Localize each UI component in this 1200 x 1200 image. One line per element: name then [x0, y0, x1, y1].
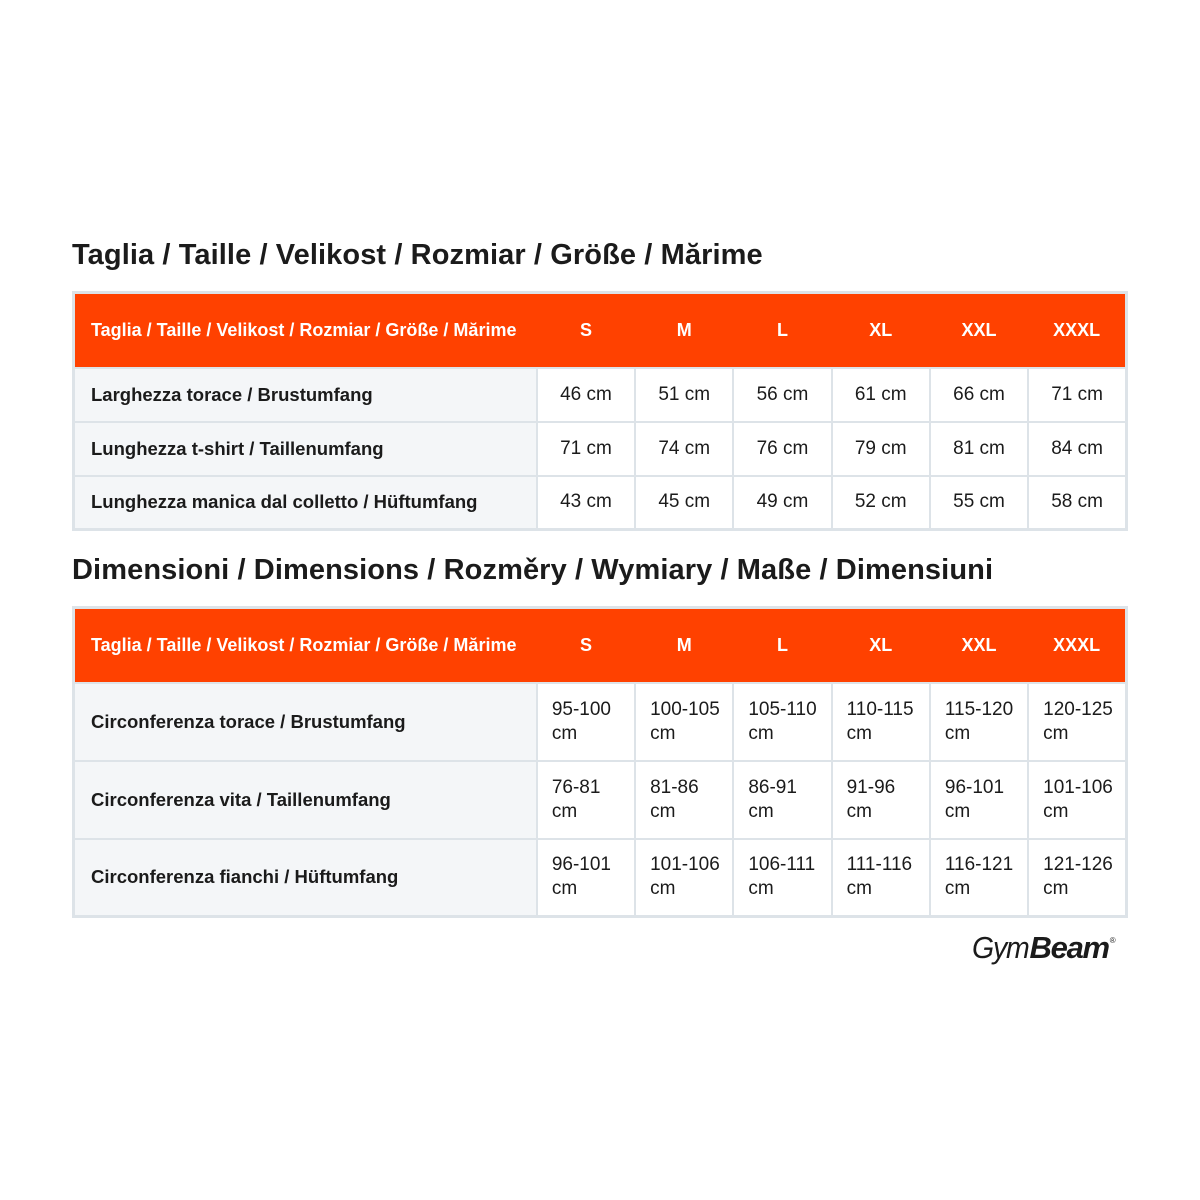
table-cell: 91-96 cm [832, 761, 930, 839]
header-size-s: S [537, 293, 635, 368]
header-size-xxxl: XXXL [1028, 608, 1126, 683]
table-cell: 116-121 cm [930, 839, 1028, 917]
size-table [72, 291, 1128, 531]
row-label: Larghezza torace / Brustumfang [74, 368, 537, 422]
table-cell: 106-111 cm [733, 839, 831, 917]
header-label: Taglia / Taille / Velikost / Rozmiar / Größe / Mărime [74, 293, 537, 368]
brand-part-gym: Gym [972, 930, 1029, 965]
table-cell: 121-126 cm [1028, 839, 1126, 917]
table-row [74, 368, 1127, 422]
table-cell: 56 cm [733, 368, 831, 422]
table-cell: 111-116 cm [832, 839, 930, 917]
header-size-s: S [537, 608, 635, 683]
row-label: Circonferenza fianchi / Hüftumfang [74, 839, 537, 917]
dimensions-table [72, 606, 1128, 918]
table-cell: 55 cm [930, 476, 1028, 530]
table-header-row [74, 293, 1127, 368]
registered-mark: ® [1109, 936, 1116, 945]
row-label: Circonferenza torace / Brustumfang [74, 683, 537, 761]
table-cell: 66 cm [930, 368, 1028, 422]
table-cell: 76-81 cm [537, 761, 635, 839]
header-size-xxxl: XXXL [1028, 293, 1126, 368]
table-cell: 81-86 cm [635, 761, 733, 839]
table-cell: 52 cm [832, 476, 930, 530]
header-size-xl: XL [832, 608, 930, 683]
header-size-m: M [635, 293, 733, 368]
table-header-row [74, 608, 1127, 683]
table-cell: 79 cm [832, 422, 930, 476]
dimensions-section-title: Dimensioni / Dimensions / Rozměry / Wymiary / Maße / Dimensiuni [72, 554, 994, 586]
table-cell: 71 cm [537, 422, 635, 476]
table-cell: 71 cm [1028, 368, 1126, 422]
table-row [74, 761, 1127, 839]
row-label: Circonferenza vita / Taillenumfang [74, 761, 537, 839]
table-cell: 105-110 cm [733, 683, 831, 761]
row-label: Lunghezza manica dal colletto / Hüftumfang [74, 476, 537, 530]
table-cell: 46 cm [537, 368, 635, 422]
table-cell: 51 cm [635, 368, 733, 422]
table-cell: 84 cm [1028, 422, 1126, 476]
header-size-xl: XL [832, 293, 930, 368]
table-cell: 45 cm [635, 476, 733, 530]
table-cell: 43 cm [537, 476, 635, 530]
table-cell: 115-120 cm [930, 683, 1028, 761]
size-section-title: Taglia / Taille / Velikost / Rozmiar / Größe / Mărime [72, 239, 763, 271]
table-cell: 49 cm [733, 476, 831, 530]
table-cell: 76 cm [733, 422, 831, 476]
gymbeam-logo [972, 930, 1132, 970]
table-cell: 101-106 cm [1028, 761, 1126, 839]
header-size-xxl: XXL [930, 608, 1028, 683]
table-cell: 96-101 cm [537, 839, 635, 917]
header-label: Taglia / Taille / Velikost / Rozmiar / Größe / Mărime [74, 608, 537, 683]
table-cell: 101-106 cm [635, 839, 733, 917]
table-cell: 95-100 cm [537, 683, 635, 761]
table-cell: 81 cm [930, 422, 1028, 476]
header-size-l: L [733, 608, 831, 683]
table-cell: 110-115 cm [832, 683, 930, 761]
table-cell: 86-91 cm [733, 761, 831, 839]
table-row [74, 476, 1127, 530]
brand-part-beam: Beam [1029, 930, 1109, 965]
header-size-l: L [733, 293, 831, 368]
table-row [74, 683, 1127, 761]
table-cell: 120-125 cm [1028, 683, 1126, 761]
header-size-m: M [635, 608, 733, 683]
table-cell: 96-101 cm [930, 761, 1028, 839]
table-cell: 74 cm [635, 422, 733, 476]
row-label: Lunghezza t-shirt / Taillenumfang [74, 422, 537, 476]
table-row [74, 839, 1127, 917]
table-cell: 58 cm [1028, 476, 1126, 530]
table-row [74, 422, 1127, 476]
table-cell: 100-105 cm [635, 683, 733, 761]
table-cell: 61 cm [832, 368, 930, 422]
header-size-xxl: XXL [930, 293, 1028, 368]
